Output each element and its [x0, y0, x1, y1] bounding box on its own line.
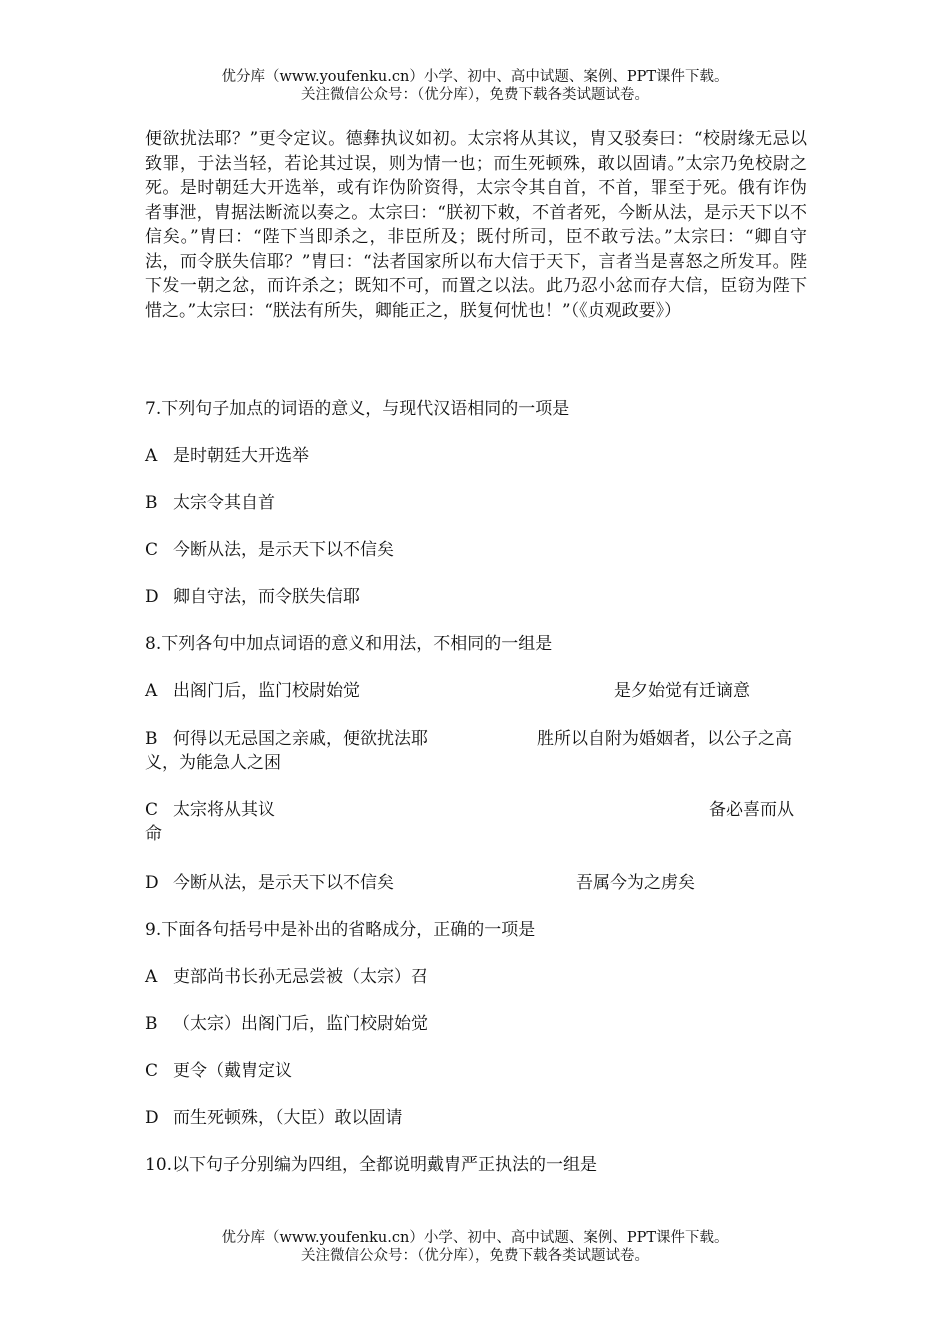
q8-stem: 8.下列各句中加点词语的意义和用法，不相同的一组是 — [145, 634, 553, 654]
q9-option-d-letter: D — [145, 1108, 159, 1128]
q7-option-c-letter: C — [145, 540, 159, 560]
q9-option-b-text: （太宗）出阁门后，监门校尉始觉 — [173, 1014, 428, 1034]
q7-option-d — [145, 585, 360, 609]
q7-option-b-text: 太宗令其自首 — [173, 493, 275, 513]
q9-option-d — [145, 1106, 403, 1130]
q7-option-b — [145, 491, 275, 515]
footer-line-1: 优分库（www.youfenku.cn）小学、初中、高中试题、案例、PPT课件下载。 — [221, 1230, 729, 1246]
q10-stem: 10.以下句子分别编为四组，全都说明戴胄严正执法的一组是 — [145, 1155, 598, 1175]
q7-stem: 7.下列句子加点的词语的意义，与现代汉语相同的一项是 — [145, 399, 570, 419]
q9-option-c-text: 更令（戴胄定议 — [173, 1061, 292, 1081]
q8-option-d-right: 吾属今为之虏矣 — [576, 873, 695, 893]
q7-option-d-text: 卿自守法，而令朕失信耶 — [173, 587, 360, 607]
q7-option-a-text: 是时朝廷大开选举 — [173, 446, 309, 466]
q8-option-a-letter: A — [145, 681, 158, 701]
header-line-2: 关注微信公众号：（优分库），免费下载各类试题试卷。 — [301, 87, 649, 103]
q9-stem: 9.下面各句括号中是补出的省略成分，正确的一项是 — [145, 920, 536, 940]
q8-option-a-right: 是夕始觉有迁谪意 — [614, 681, 750, 701]
q9-option-a — [145, 965, 428, 989]
q8-option-b-right: 胜所以自附为婚姻者，以公子之高义，为能急人之困 — [145, 729, 792, 773]
page-footer — [0, 1229, 950, 1265]
q7-option-c-text: 今断从法，是示天下以不信矣 — [173, 540, 394, 560]
q9-option-b-letter: B — [145, 1014, 158, 1034]
q7-option-a-letter: A — [145, 446, 158, 466]
header-line-1: 优分库（www.youfenku.cn）小学、初中、高中试题、案例、PPT课件下载。 — [221, 69, 729, 85]
q8-option-a — [145, 679, 360, 703]
q7-option-b-letter: B — [145, 493, 158, 513]
q8-option-b-left: 何得以无忌国之亲戚，便欲扰法耶 — [173, 729, 428, 749]
q8-option-b-letter: B — [145, 729, 158, 749]
q8-option-c-letter: C — [145, 800, 159, 820]
q8-option-d-letter: D — [145, 873, 159, 893]
passage-text: 便欲扰法耶？”更令定议。德彝执议如初。太宗将从其议，胄又驳奏曰：“校尉缘无忌以致罪，于法当轻，若论其过误，则为情一也；而生死顿殊，敢以固请。”太宗乃免校尉之死。是时朝廷大开选举，或有诈伪阶资得，太宗令其自首，不首，罪至于死。俄有诈伪者事泄，胄据法断流以奏之。太宗曰：“朕初下敕，不首者死，今断从法，是示天下以不信矣。”胄曰：“陛下当即杀之，非臣所及；既付所司，臣不敢亏法。”太宗曰：“卿自守法，而令朕失信耶？”胄曰：“法者国家所以布大信于天下，言者当是喜怒之所发耳。陛下发一朝之忿，而许杀之；既知不可，而置之以法。此乃忍小忿而存大信，臣窃为陛下惜之。”太宗曰：“朕法有所失，卿能正之，朕复何忧也！”（《贞观政要》） — [145, 129, 807, 321]
q7-option-a — [145, 444, 309, 468]
q7-option-d-letter: D — [145, 587, 159, 607]
q9-option-a-letter: A — [145, 967, 158, 987]
page-header — [0, 68, 950, 104]
q9-option-d-text: 而生死顿殊，（大臣）敢以固请 — [173, 1108, 403, 1128]
q8-option-c-right: 备必喜而从命 — [145, 800, 794, 844]
q8-option-d-left: 今断从法，是示天下以不信矣 — [173, 873, 394, 893]
q8-option-a-left: 出阁门后，监门校尉始觉 — [173, 681, 360, 701]
q7-option-c — [145, 538, 394, 562]
q9-option-a-text: 吏部尚书长孙无忌尝被（太宗）召 — [173, 967, 428, 987]
q9-option-c — [145, 1059, 292, 1083]
footer-line-2: 关注微信公众号：（优分库），免费下载各类试题试卷。 — [301, 1248, 649, 1264]
q9-option-b — [145, 1012, 428, 1036]
q8-option-d — [145, 871, 394, 895]
q9-option-c-letter: C — [145, 1061, 159, 1081]
q8-option-c-left: 太宗将从其议 — [173, 800, 275, 820]
